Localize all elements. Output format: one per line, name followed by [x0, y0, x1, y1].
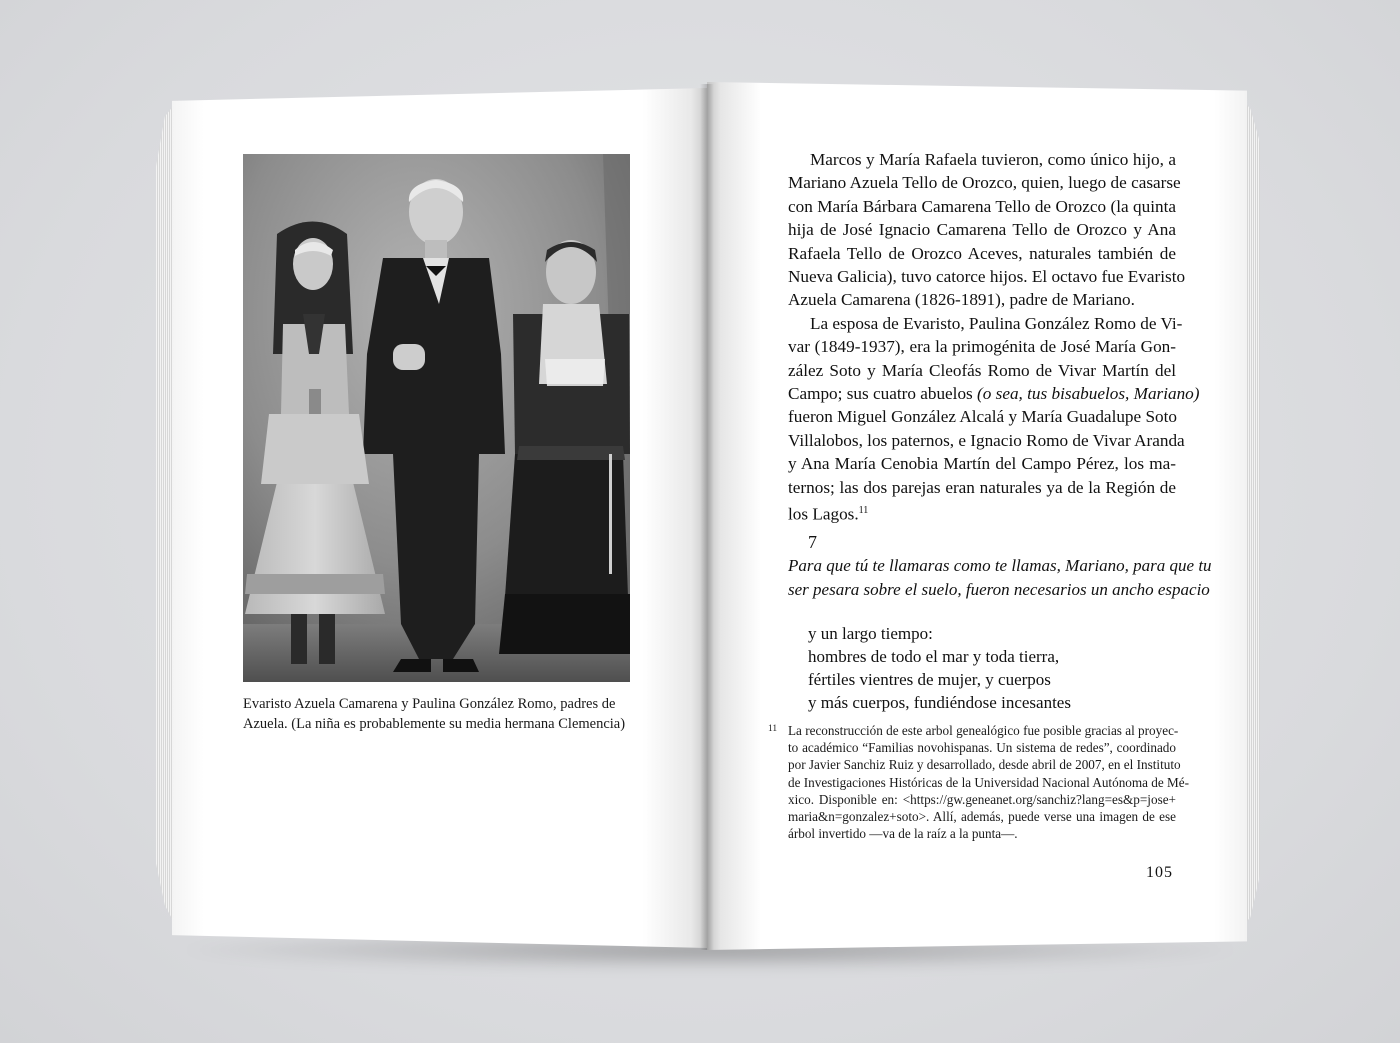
- footnote-line: maria&n=gonzalez+soto>. Allí, además, puede verse una imagen de ese: [788, 809, 1176, 825]
- body-line: Marcos y María Rafaela tuvieron, como único hijo, a: [810, 150, 1176, 169]
- body-line: ternos; las dos parejas eran naturales ya de la Región de: [788, 477, 1176, 497]
- book-gutter: [700, 84, 714, 950]
- body-line: Villalobos, los paternos, e Ignacio Romo de Vivar Aranda: [788, 430, 1185, 450]
- footnote-line: to académico “Familias novohispanas. Un sistema de redes”, coordinado: [788, 740, 1176, 756]
- footnote-reference: 11: [858, 505, 869, 517]
- body-line-final: [788, 499, 1176, 526]
- page-number: 105: [1146, 864, 1173, 881]
- body-line: fueron Miguel González Alcalá y María Guadalupe Soto: [788, 407, 1177, 427]
- body-line-text: los Lagos.: [788, 504, 859, 524]
- footnote-line: de Investigaciones Históricas de la Universidad Nacional Autónoma de Mé-: [788, 774, 1190, 790]
- body-line: var (1849-1937), era la primogénita de José María Gon-: [788, 337, 1176, 357]
- verse-line: y más cuerpos, fundiéndose incesantes: [808, 693, 1071, 712]
- body-line: Nueva Galicia), tuvo catorce hijos. El octavo fue Evaristo: [788, 267, 1186, 287]
- verse-line: hombres de todo el mar y toda tierra,: [808, 647, 1060, 666]
- verse-block: [808, 622, 1071, 714]
- verse-line: fértiles vientres de mujer, y cuerpos: [808, 670, 1051, 689]
- verse-line: y un largo tiempo:: [808, 624, 933, 643]
- body-line: Rafaela Tello de Orozco Aceves, naturales también de: [788, 243, 1176, 263]
- body-line: La esposa de Evaristo, Paulina González Romo de Vi-: [810, 313, 1183, 333]
- body-line: Azuela Camarena (1826-1891), padre de Mariano.: [788, 290, 1135, 310]
- italic-aside: (o sea, tus bisabuelos, Mariano): [977, 384, 1200, 404]
- body-line-text: Campo; sus cuatro abuelos: [788, 384, 973, 404]
- body-line: y Ana María Cenobia Martín del Campo Pérez, los ma-: [788, 454, 1176, 474]
- footnote-line: La reconstrucción de este arbol genealógico fue posible gracias al proyec-: [788, 723, 1179, 738]
- body-line-with-italic: [788, 382, 1200, 405]
- body-line: zález Soto y María Cleofás Romo de Vivar Martín del: [788, 360, 1176, 380]
- caption-line-1: Evaristo Azuela Camarena y Paulina González Romo, padres de: [243, 696, 616, 712]
- epigraph-line: ser pesara sobre el suelo, fueron necesarios un ancho espacio: [788, 579, 1210, 599]
- body-line: Mariano Azuela Tello de Orozco, quien, luego de casarse: [788, 173, 1181, 193]
- body-line: con María Bárbara Camarena Tello de Orozco (la quinta: [788, 196, 1176, 216]
- section-number: 7: [808, 532, 817, 552]
- footnote-mark: 11: [768, 724, 778, 734]
- caption-line-2: Azuela. (La niña es probablemente su media hermana Clemencia): [243, 716, 626, 732]
- body-text: [788, 148, 1200, 526]
- body-line: hija de José Ignacio Camarena Tello de Orozco y Ana: [788, 220, 1176, 240]
- family-photograph: [243, 154, 630, 682]
- footnote-line: por Javier Sanchiz Ruiz y desarrollado, desde abril de 2007, en el Instituto: [788, 757, 1181, 773]
- photo-caption: [243, 694, 633, 734]
- footnote: [768, 722, 1190, 842]
- section-epigraph: [788, 554, 1212, 601]
- footnote-line: xico. Disponible en: <https://gw.geneanet.org/sanchiz?lang=es&p=jose+: [788, 791, 1176, 807]
- footnote-line: árbol invertido —va de la raíz a la punta—.: [788, 826, 1018, 842]
- epigraph-line: Para que tú te llamaras como te llamas, Mariano, para que tu: [788, 556, 1212, 575]
